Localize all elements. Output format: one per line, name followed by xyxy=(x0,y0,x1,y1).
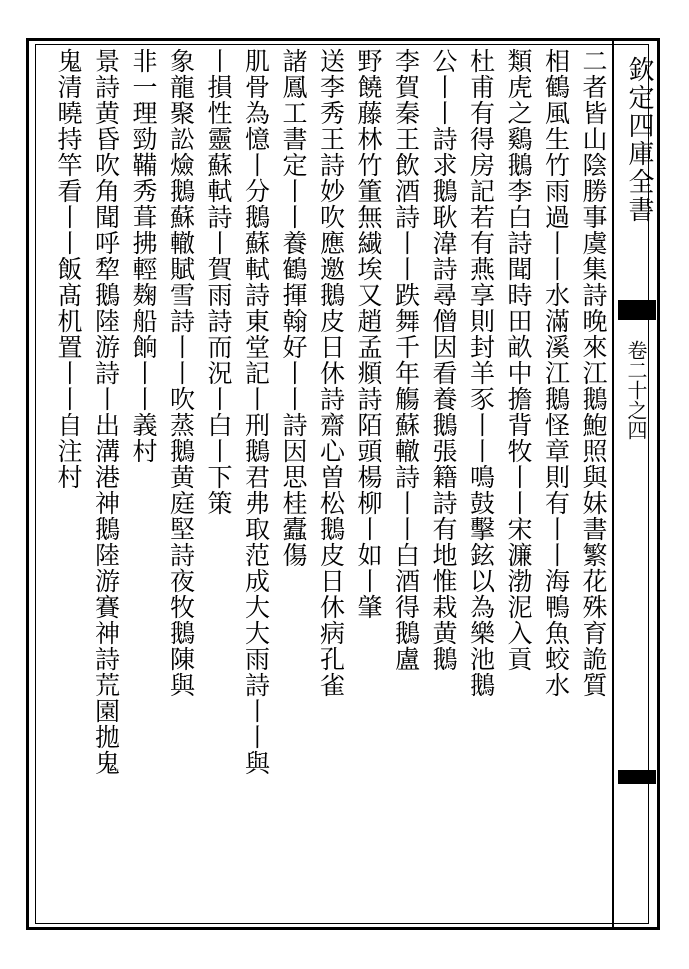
text-column: 諸鳳工書定丨丨養鶴揮翰好丨丨詩因思桂蠹傷 xyxy=(279,48,308,568)
text-column: 李賀秦王飲酒詩丨丨跌舞千年觴蘇轍詩丨丨白酒得鵝盧 xyxy=(391,48,421,672)
text-column: 非一理勁鞴秀葺拂輕麹船餉丨丨義村 xyxy=(129,48,158,464)
text-column: 公丨丨詩求鵝耿湋詩尋僧因看養鵝張籍詩有地惟栽黄鵝 xyxy=(429,48,458,672)
text-column: 送李秀王詩妙吹應邀鵝皮日休詩齋心曽松鵝皮日休病孔雀 xyxy=(316,48,346,698)
book-title: 欽定四庫全書 xyxy=(624,56,654,224)
text-column: 肌骨為憶丨分鵝蘇軾詩東堂記丨刑鵝君弗取范成大大雨詩丨丨與 xyxy=(241,48,271,776)
text-column: 鬼清曉持竿看丨丨飯髙机置丨丨自注村 xyxy=(54,48,83,490)
text-column: 丨損性靈蘇軾詩丨賀雨詩而況丨白丨下策 xyxy=(204,48,233,516)
fishtail-mark-top xyxy=(618,300,656,320)
text-column: 野饒藤林竹箽無繊埃又趙孟頫詩陌頭楊柳丨如丨肇 xyxy=(354,48,383,620)
text-column: 景詩黄昏吹角聞呼犂鵝陸游詩丨出溝港神鵝陸游賽神詩荒園拋鬼 xyxy=(91,48,121,776)
text-column: 類虎之鷄鵝李白詩聞時田畝中擔背牧丨丨宋濂渤泥入貢 xyxy=(504,48,533,672)
text-column: 相鶴風生竹雨過丨丨水滿溪江鵝怪章則有丨丨海鴨魚蛟水 xyxy=(541,48,571,698)
fishtail-mark-bottom xyxy=(618,770,656,784)
text-column: 象龍聚訟㷿鵝蘇轍賦雪詩丨丨吹蒸鵝黄庭堅詩夜牧鵝陳與 xyxy=(166,48,196,698)
text-column: 杜甫有得房記若有燕享則封羊豕丨丨鳴鼓擊鉉以為樂池鵝 xyxy=(466,48,496,698)
text-column: 二者皆山陰勝事虞集詩晚來江鵝鮑照與妹書繁花殊育詭質 xyxy=(579,48,608,698)
chapter-label: 卷二十之四 xyxy=(624,340,648,440)
